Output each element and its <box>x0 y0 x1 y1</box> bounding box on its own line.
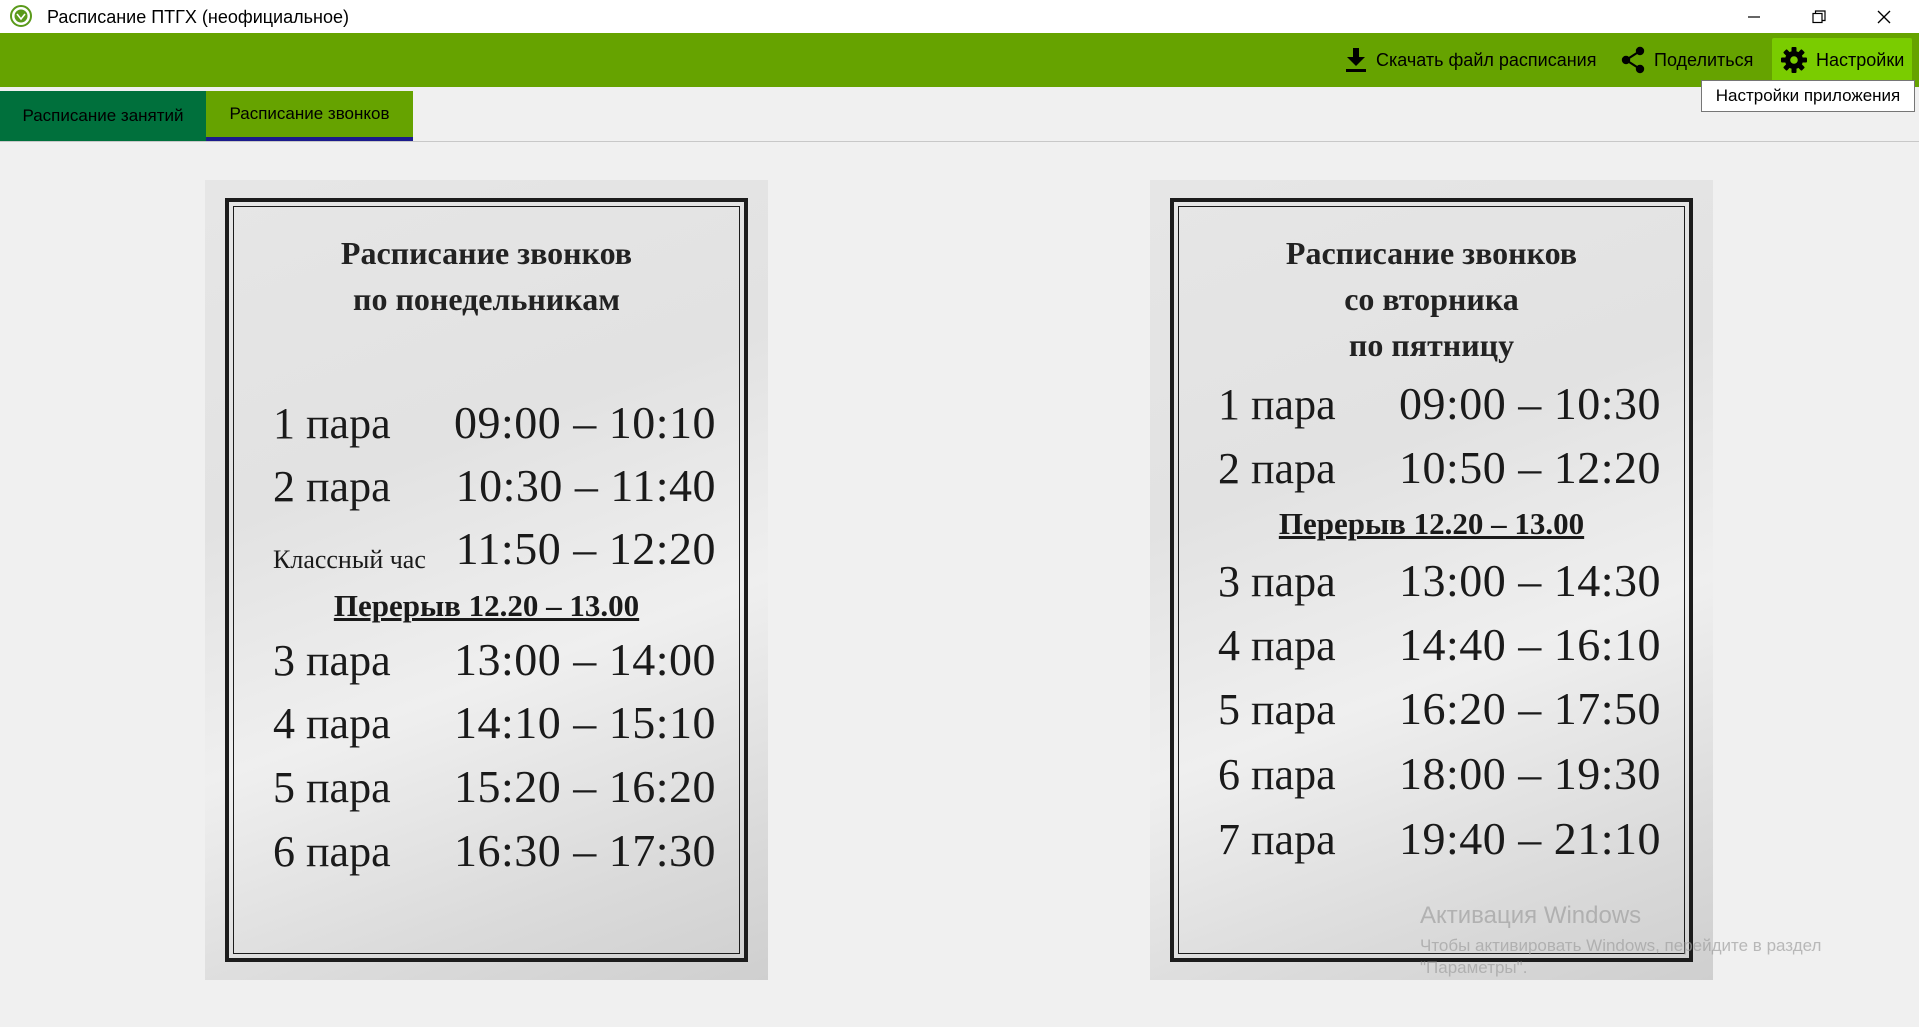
pair-label: 5 пара <box>273 763 391 812</box>
pair-label: 6 пара <box>1218 750 1336 799</box>
pair-time: 14:10 – 15:10 <box>453 697 716 748</box>
pair-label: 6 пара <box>273 827 391 876</box>
close-icon <box>1876 9 1892 25</box>
pair-time: 10:50 – 12:20 <box>1398 442 1661 493</box>
minimize-icon <box>1747 10 1761 24</box>
toolbar <box>0 33 1919 87</box>
download-schedule-button[interactable] <box>1344 43 1596 77</box>
schedule-row <box>265 632 728 692</box>
tab-divider <box>0 141 1919 142</box>
title-bar <box>0 0 1919 33</box>
sheet-title-line1: Расписание звонков <box>340 235 633 271</box>
window-title: Расписание ПТГХ (неофициальное) <box>47 7 349 27</box>
pair-label: 3 пара <box>1218 557 1336 606</box>
pair-label: 5 пара <box>1218 685 1336 734</box>
monday-schedule-image <box>205 180 768 980</box>
pair-label: Классный час <box>273 545 426 574</box>
sheet-title-line3: по пятницу <box>1348 327 1515 363</box>
settings-label: Настройки <box>1816 49 1905 70</box>
sheet-title-line2: со вторника <box>1344 281 1519 317</box>
pair-time: 13:00 – 14:00 <box>453 634 716 685</box>
break-label: Перерыв 12.20 – 13.00 <box>333 588 640 623</box>
pair-time: 14:40 – 16:10 <box>1398 619 1661 670</box>
schedule-row <box>265 759 728 819</box>
close-button[interactable] <box>1852 0 1916 33</box>
pair-label: 1 пара <box>1218 380 1336 429</box>
schedule-row <box>1210 440 1673 500</box>
pair-label: 2 пара <box>1218 444 1336 493</box>
download-label: Скачать файл расписания <box>1376 49 1597 70</box>
schedule-row <box>265 395 728 455</box>
pair-time: 18:00 – 19:30 <box>1398 748 1661 799</box>
schedule-row <box>1210 681 1673 741</box>
schedule-row <box>265 458 728 518</box>
schedule-row <box>265 521 728 581</box>
tue-fri-schedule-image <box>1150 180 1713 980</box>
pair-time: 15:20 – 16:20 <box>453 761 716 812</box>
schedule-row <box>265 823 728 883</box>
pair-label: 4 пара <box>273 699 391 748</box>
pair-label: 7 пара <box>1218 815 1336 864</box>
app-logo-icon <box>10 5 32 27</box>
share-label: Поделиться <box>1654 49 1754 70</box>
tab-bells-schedule[interactable]: Расписание звонков <box>206 91 413 141</box>
pair-label: 2 пара <box>273 462 391 511</box>
activation-watermark-text-2: "Параметры". <box>1420 958 1528 977</box>
schedule-row <box>265 695 728 755</box>
minimize-button[interactable] <box>1722 0 1786 33</box>
share-icon <box>1620 46 1646 74</box>
pair-time: 09:00 – 10:10 <box>453 397 716 448</box>
schedule-row <box>1210 553 1673 613</box>
pair-time: 16:30 – 17:30 <box>453 825 716 876</box>
schedule-row <box>1210 617 1673 677</box>
pair-label: 4 пара <box>1218 621 1336 670</box>
pair-time: 16:20 – 17:50 <box>1398 683 1661 734</box>
pair-time: 09:00 – 10:30 <box>1398 378 1661 429</box>
pair-time: 10:30 – 11:40 <box>455 460 716 511</box>
share-button[interactable] <box>1620 43 1753 77</box>
activation-watermark-title: Активация Windows <box>1420 902 1642 929</box>
settings-button[interactable] <box>1772 38 1912 82</box>
schedule-row <box>1210 746 1673 806</box>
settings-tooltip: Настройки приложения <box>1701 80 1915 112</box>
pair-time: 11:50 – 12:20 <box>455 523 716 574</box>
schedule-row <box>1210 811 1673 871</box>
gear-icon <box>1780 46 1808 74</box>
schedule-row <box>1210 376 1673 436</box>
sheet-title-line1: Расписание звонков <box>1285 235 1578 271</box>
pair-label: 3 пара <box>273 636 391 685</box>
pair-time: 13:00 – 14:30 <box>1398 555 1661 606</box>
restore-icon <box>1812 10 1826 24</box>
pair-time: 19:40 – 21:10 <box>1398 813 1661 864</box>
tab-classes-schedule[interactable]: Расписание занятий <box>0 91 206 141</box>
break-label: Перерыв 12.20 – 13.00 <box>1278 506 1585 541</box>
download-icon <box>1344 47 1368 73</box>
restore-button[interactable] <box>1787 0 1851 33</box>
activation-watermark-text: Чтобы активировать Windows, перейдите в раздел <box>1420 936 1822 955</box>
sheet-title-line2: по понедельникам <box>353 281 620 317</box>
pair-label: 1 пара <box>273 399 391 448</box>
